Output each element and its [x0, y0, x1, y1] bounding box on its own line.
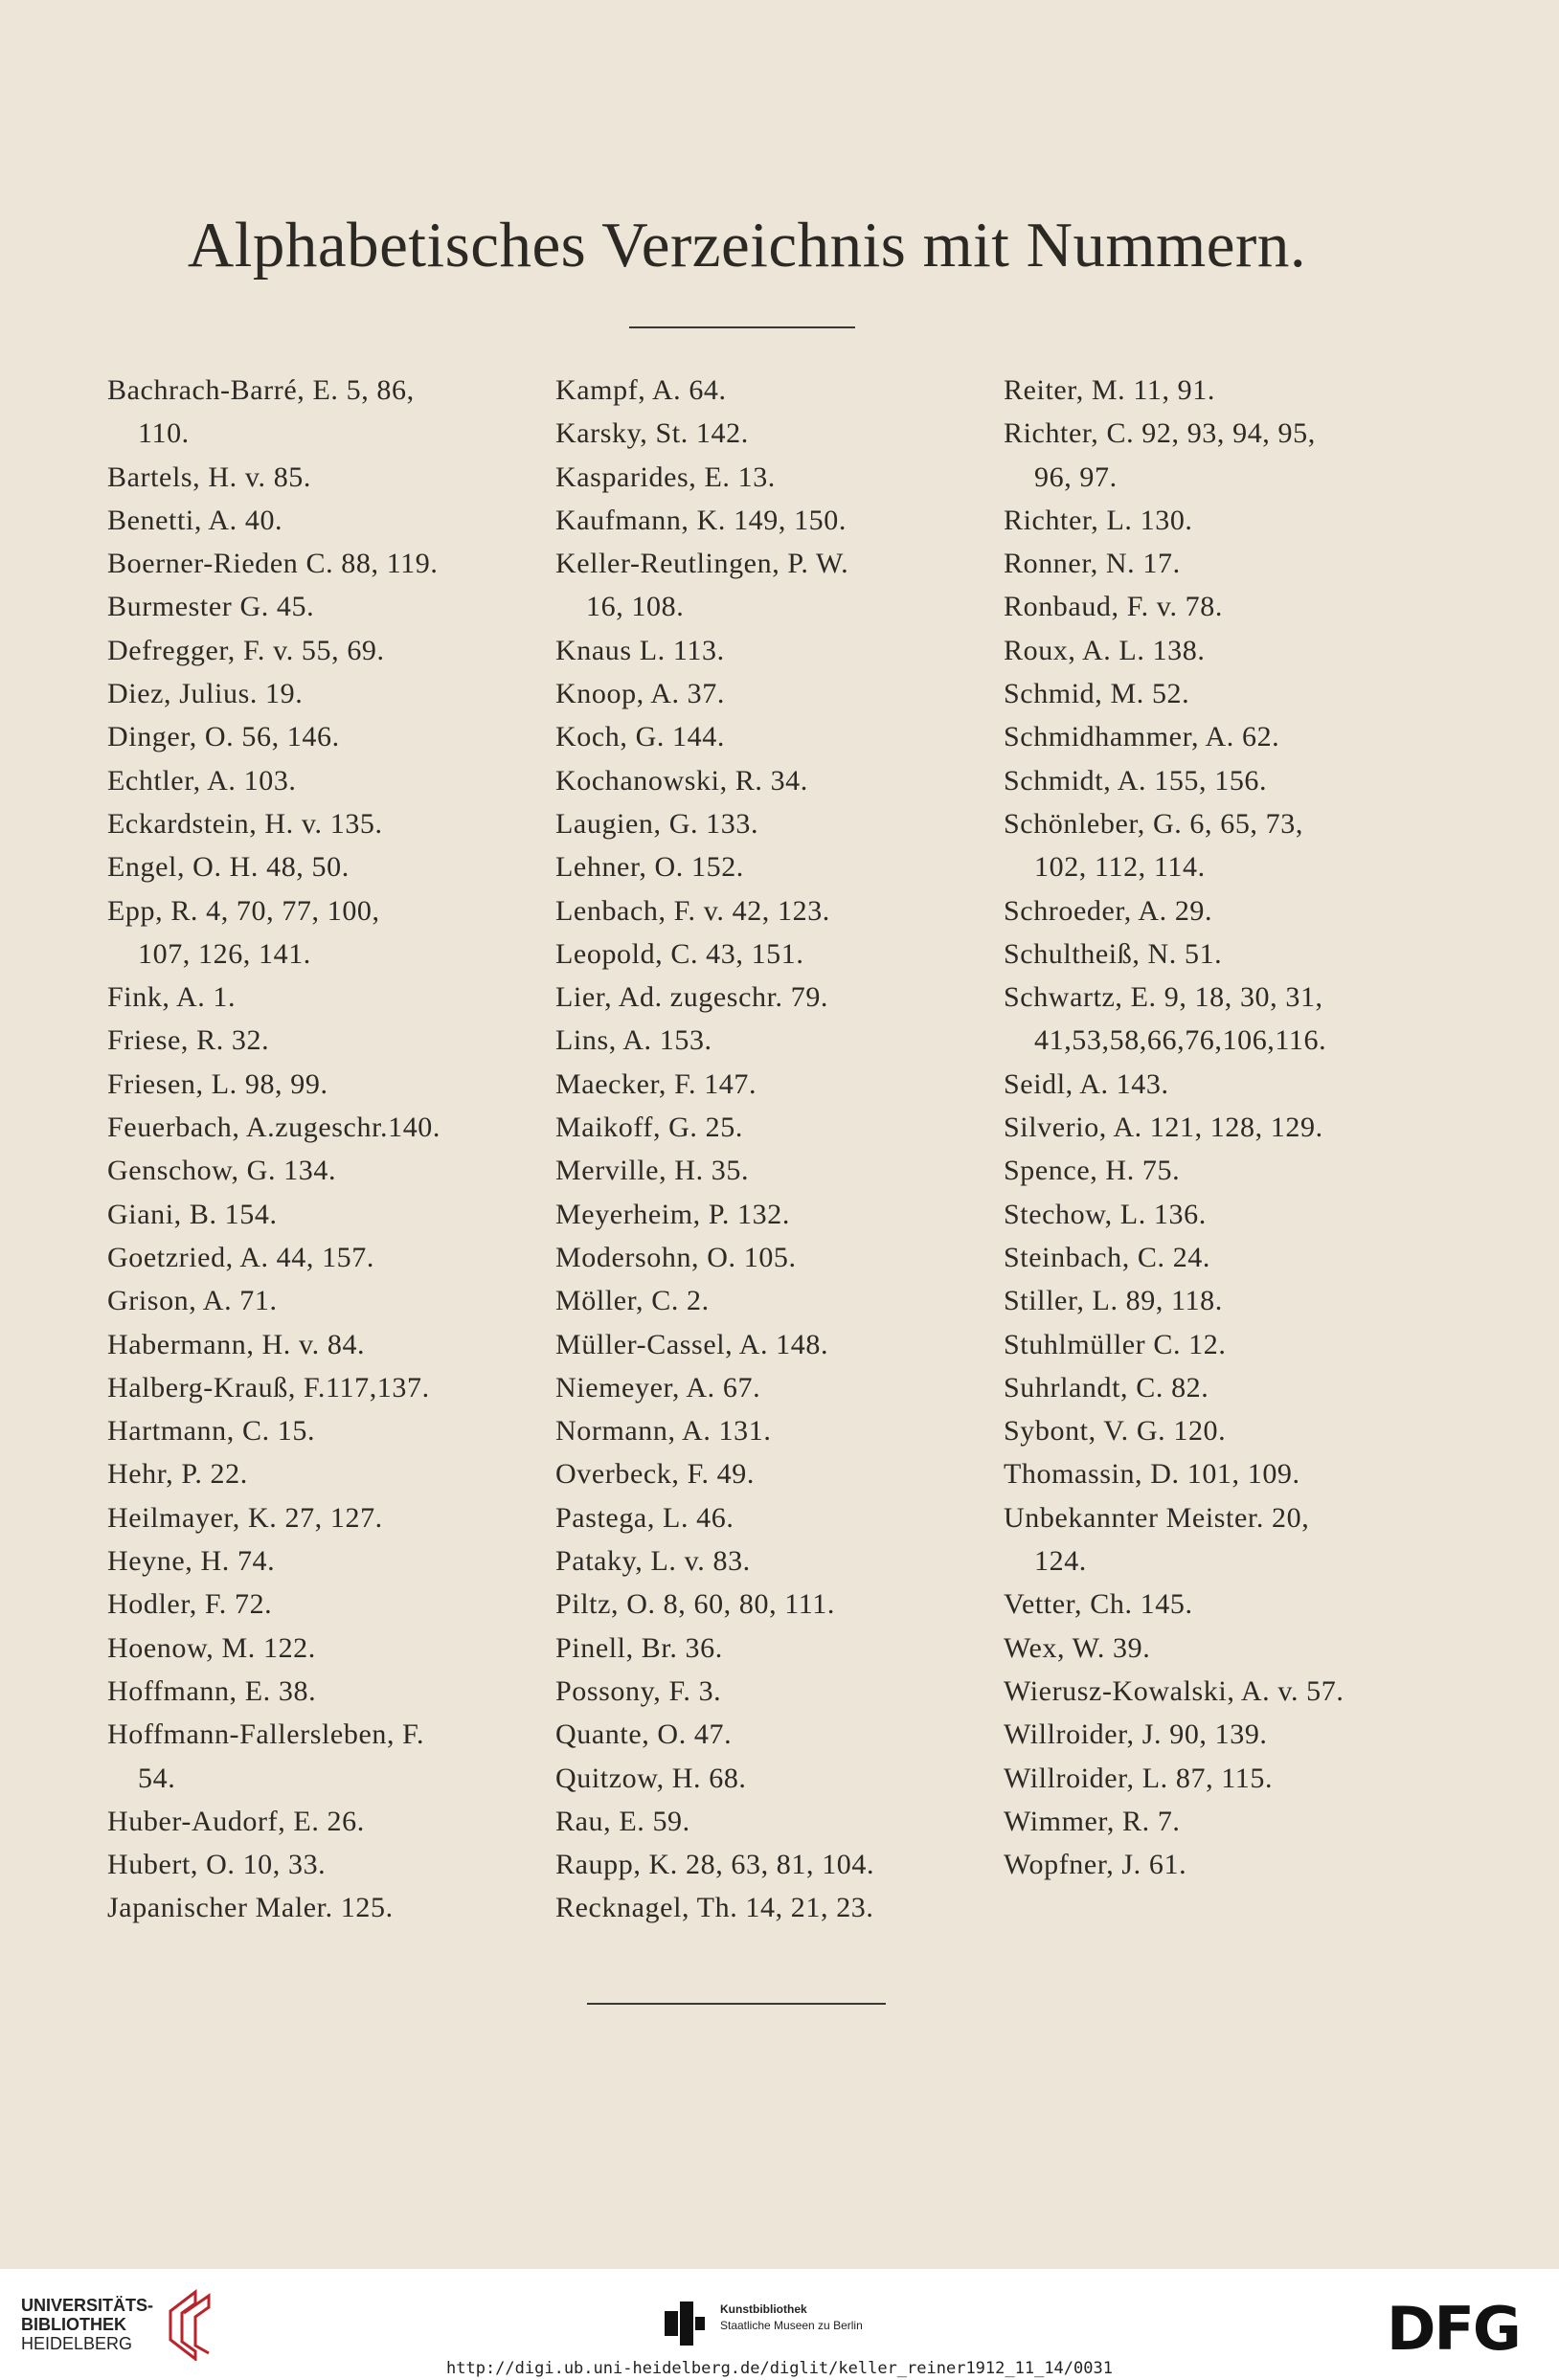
index-entry: Dinger, O. 56, 146. — [107, 721, 340, 753]
index-entry: Heilmayer, K. 27, 127. — [107, 1501, 383, 1534]
index-entry: Burmester G. 45. — [107, 591, 315, 623]
index-entry: Benetti, A. 40. — [107, 504, 283, 536]
index-entry: Möller, C. 2. — [555, 1285, 710, 1317]
index-entry-continuation: 124. — [1034, 1545, 1087, 1578]
index-entry: Karsky, St. 142. — [555, 417, 749, 450]
index-entry: Goetzried, A. 44, 157. — [107, 1241, 374, 1273]
index-entry: Seidl, A. 143. — [1004, 1067, 1169, 1100]
index-entry: Quitzow, H. 68. — [555, 1762, 747, 1794]
ub-logo-line3: HEIDELBERG — [21, 2334, 133, 2353]
index-entry: Steinbach, C. 24. — [1004, 1241, 1211, 1273]
index-entry: Schroeder, A. 29. — [1004, 894, 1213, 927]
index-entry: Lenbach, F. v. 42, 123. — [555, 894, 830, 927]
index-entry: Suhrlandt, C. 82. — [1004, 1371, 1209, 1403]
index-entry: Giani, B. 154. — [107, 1198, 278, 1230]
index-entry: Quante, O. 47. — [555, 1718, 733, 1751]
index-entry: Schultheiß, N. 51. — [1004, 937, 1223, 970]
source-url[interactable]: http://digi.ub.uni-heidelberg.de/diglit/keller_reiner1912_11_14/0031 — [446, 2359, 1113, 2378]
ub-logo-line1: UNIVERSITÄTS- — [21, 2296, 154, 2315]
index-entry: Japanischer Maler. 125. — [107, 1892, 394, 1924]
index-entry: Schmidt, A. 155, 156. — [1004, 764, 1268, 797]
index-entry: Bachrach-Barré, E. 5, 86, — [107, 374, 415, 406]
index-entry: Bartels, H. v. 85. — [107, 460, 311, 493]
kunstbibliothek-logo-icon — [665, 2301, 705, 2346]
index-entry: Overbeck, F. 49. — [555, 1458, 755, 1491]
index-entry: Hehr, P. 22. — [107, 1458, 248, 1491]
index-entry: Pinell, Br. 36. — [555, 1631, 723, 1664]
page-title: Alphabetisches Verzeichnis mit Nummern. — [187, 210, 1307, 281]
index-entry: Epp, R. 4, 70, 77, 100, — [107, 894, 380, 927]
index-entry: Kaufmann, K. 149, 150. — [555, 504, 847, 536]
index-entry: Meyerheim, P. 132. — [555, 1198, 790, 1230]
footer-bar — [0, 2269, 1559, 2380]
index-entry: Kasparides, E. 13. — [555, 460, 776, 493]
index-entry: Hartmann, C. 15. — [107, 1415, 316, 1448]
title-divider — [629, 326, 855, 328]
index-entry: Spence, H. 75. — [1004, 1155, 1181, 1187]
index-entry: Roux, A. L. 138. — [1004, 634, 1206, 666]
index-entry: Knoop, A. 37. — [555, 678, 725, 710]
index-entry-continuation: 107, 126, 141. — [138, 937, 311, 970]
index-entry: Pataky, L. v. 83. — [555, 1545, 751, 1578]
index-entry: Unbekannter Meister. 20, — [1004, 1501, 1310, 1534]
index-entry: Piltz, O. 8, 60, 80, 111. — [555, 1588, 835, 1621]
index-entry: Engel, O. H. 48, 50. — [107, 851, 350, 884]
kunstbibliothek-text — [720, 2301, 863, 2334]
index-entry: Halberg-Krauß, F.117,137. — [107, 1371, 430, 1403]
index-entry: Huber-Audorf, E. 26. — [107, 1805, 365, 1837]
index-entry: Maikoff, G. 25. — [555, 1111, 743, 1144]
index-entry: Merville, H. 35. — [555, 1155, 750, 1187]
index-entry: Richter, C. 92, 93, 94, 95, — [1004, 417, 1316, 450]
index-entry: Friese, R. 32. — [107, 1024, 270, 1057]
kb-name: Kunstbibliothek — [720, 2302, 807, 2316]
index-entry: Hoffmann-Fallersleben, F. — [107, 1718, 425, 1751]
index-entry: Willroider, L. 87, 115. — [1004, 1762, 1274, 1794]
index-entry: Normann, A. 131. — [555, 1415, 772, 1448]
index-entry: Possony, F. 3. — [555, 1674, 722, 1707]
index-entry: Vetter, Ch. 145. — [1004, 1588, 1193, 1621]
index-column-1 — [107, 369, 509, 1930]
index-entry-continuation: 54. — [138, 1762, 176, 1794]
index-entry-continuation: 102, 112, 114. — [1034, 851, 1206, 884]
index-entry: Willroider, J. 90, 139. — [1004, 1718, 1268, 1751]
index-entry: Eckardstein, H. v. 135. — [107, 807, 383, 840]
index-entry: Ronner, N. 17. — [1004, 548, 1181, 580]
index-entry: Schwartz, E. 9, 18, 30, 31, — [1004, 981, 1323, 1014]
index-entry: Maecker, F. 147. — [555, 1067, 757, 1100]
index-entry: Defregger, F. v. 55, 69. — [107, 634, 385, 666]
index-entry: Müller-Cassel, A. 148. — [555, 1328, 829, 1360]
index-entry: Genschow, G. 134. — [107, 1155, 337, 1187]
index-entry: Feuerbach, A.zugeschr.140. — [107, 1111, 441, 1144]
index-entry: Rau, E. 59. — [555, 1805, 690, 1837]
kb-subtitle: Staatliche Museen zu Berlin — [720, 2319, 863, 2332]
index-entry: Hoenow, M. 122. — [107, 1631, 316, 1664]
index-entry: Niemeyer, A. 67. — [555, 1371, 761, 1403]
index-entry: Wopfner, J. 61. — [1004, 1849, 1187, 1881]
ub-logo-line2: BIBLIOTHEK — [21, 2315, 126, 2334]
index-entry: Boerner-Rieden C. 88, 119. — [107, 548, 439, 580]
index-entry: Sybont, V. G. 120. — [1004, 1415, 1227, 1448]
index-entry: Leopold, C. 43, 151. — [555, 937, 804, 970]
index-entry: Grison, A. 71. — [107, 1285, 278, 1317]
index-column-2 — [555, 369, 958, 1930]
index-entry: Schmid, M. 52. — [1004, 678, 1190, 710]
index-entry: Hodler, F. 72. — [107, 1588, 273, 1621]
index-entry: Thomassin, D. 101, 109. — [1004, 1458, 1300, 1491]
index-entry: Raupp, K. 28, 63, 81, 104. — [555, 1849, 875, 1881]
end-divider — [587, 2003, 886, 2005]
index-entry: Laugien, G. 133. — [555, 807, 759, 840]
ub-heidelberg-logo[interactable] — [21, 2296, 153, 2353]
index-entry: Fink, A. 1. — [107, 981, 237, 1014]
index-column-3 — [1004, 369, 1406, 1886]
index-entry: Pastega, L. 46. — [555, 1501, 734, 1534]
index-entry: Ronbaud, F. v. 78. — [1004, 591, 1223, 623]
index-entry-continuation: 110. — [138, 417, 190, 450]
index-entry: Modersohn, O. 105. — [555, 1241, 797, 1273]
index-entry: Schmidhammer, A. 62. — [1004, 721, 1280, 753]
index-entry: Lins, A. 153. — [555, 1024, 712, 1057]
index-entry-continuation: 16, 108. — [586, 591, 685, 623]
ub-emblem-icon — [161, 2282, 218, 2361]
index-entry: Habermann, H. v. 84. — [107, 1328, 366, 1360]
index-entry: Heyne, H. 74. — [107, 1545, 276, 1578]
index-entry: Recknagel, Th. 14, 21, 23. — [555, 1892, 874, 1924]
index-entry-continuation: 96, 97. — [1034, 460, 1118, 493]
index-entry: Wierusz-Kowalski, A. v. 57. — [1004, 1674, 1344, 1707]
index-entry: Stuhlmüller C. 12. — [1004, 1328, 1227, 1360]
index-entry: Kochanowski, R. 34. — [555, 764, 808, 797]
index-entry: Wimmer, R. 7. — [1004, 1805, 1181, 1837]
index-entry: Schönleber, G. 6, 65, 73, — [1004, 807, 1303, 840]
index-entry: Echtler, A. 103. — [107, 764, 297, 797]
index-entry: Keller-Reutlingen, P. W. — [555, 548, 849, 580]
index-entry: Silverio, A. 121, 128, 129. — [1004, 1111, 1323, 1144]
index-entry: Diez, Julius. 19. — [107, 678, 304, 710]
index-entry: Reiter, M. 11, 91. — [1004, 374, 1215, 406]
index-entry-continuation: 41,53,58,66,76,106,116. — [1034, 1024, 1327, 1057]
index-entry: Kampf, A. 64. — [555, 374, 727, 406]
index-entry: Hoffmann, E. 38. — [107, 1674, 317, 1707]
index-entry: Richter, L. 130. — [1004, 504, 1193, 536]
index-entry: Hubert, O. 10, 33. — [107, 1849, 327, 1881]
index-entry: Lehner, O. 152. — [555, 851, 744, 884]
index-entry: Stiller, L. 89, 118. — [1004, 1285, 1223, 1317]
index-entry: Knaus L. 113. — [555, 634, 725, 666]
index-entry: Lier, Ad. zugeschr. 79. — [555, 981, 829, 1014]
index-entry: Koch, G. 144. — [555, 721, 725, 753]
index-entry: Wex, W. 39. — [1004, 1631, 1151, 1664]
index-entry: Friesen, L. 98, 99. — [107, 1067, 328, 1100]
index-entry: Stechow, L. 136. — [1004, 1198, 1207, 1230]
dfg-logo[interactable]: DFG — [1387, 2294, 1520, 2364]
